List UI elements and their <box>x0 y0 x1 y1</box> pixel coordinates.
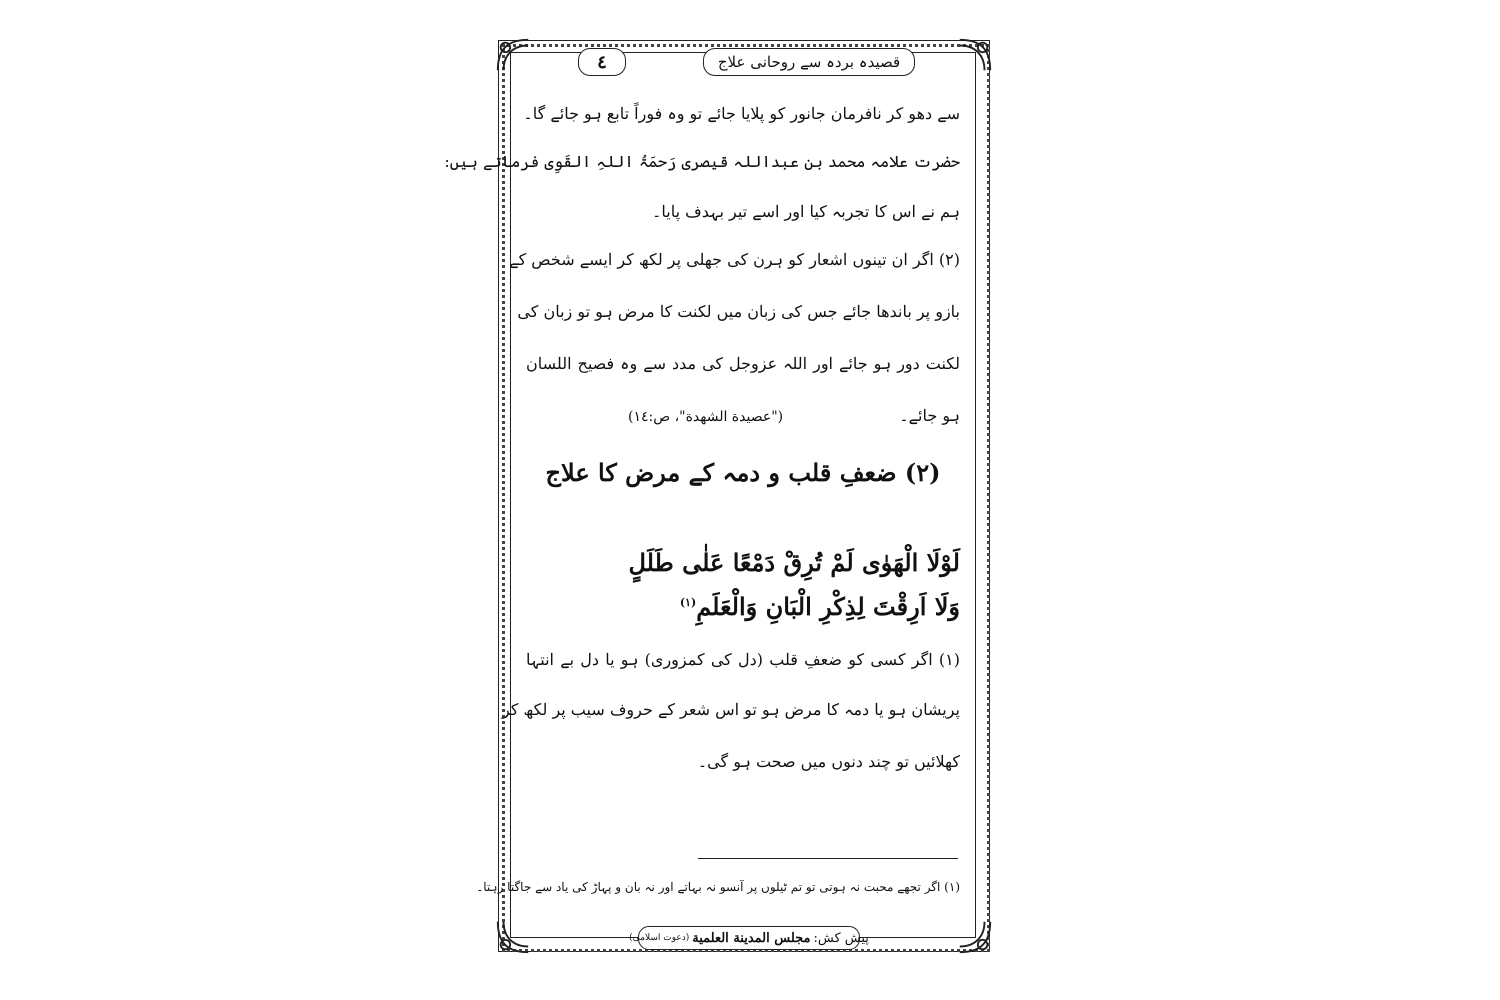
body-line: کھلائیں تو چند دنوں میں صحت ہو گی۔ <box>697 752 960 771</box>
body-line: پریشان ہو یا دمہ کا مرض ہو تو اس شعر کے حروف سیب پر لکھ کر <box>502 700 960 719</box>
document-page <box>444 40 990 952</box>
body-line: ہم نے اس کا تجربہ کیا اور اسے تیر بہدف پایا۔ <box>651 202 960 221</box>
body-line: لکنت دور ہو جائے اور اللہ عزوجل کی مدد سے وہ فصیح اللسان <box>526 354 960 373</box>
corner-ornament-icon <box>956 918 994 956</box>
corner-ornament-icon <box>494 36 532 74</box>
body-line: بازو پر باندھا جائے جس کی زبان میں لکنت کا مرض ہو تو زبان کی <box>517 302 960 321</box>
body-line: سے دھو کر نافرمان جانور کو پلایا جائے تو وہ فوراً تابع ہو جائے گا۔ <box>523 104 960 123</box>
page-border-inner <box>444 52 976 938</box>
footer-org: مجلس المدينة العلمية <box>692 930 811 946</box>
page-number: ٤ <box>578 48 626 76</box>
citation: ("عصيدة الشهدة"، ص:١٤) <box>628 409 784 425</box>
verse-line: لَوْلَا الْهَوٰى لَمْ تُرِقْ دَمْعًا عَلٰى طَلَلٍ <box>628 548 960 577</box>
body-line: (۲) اگر ان تینوں اشعار کو ہرن کی جھلی پر لکھ کر ایسے شخص کے <box>509 250 960 269</box>
footer-suffix: (دعوت اسلامی) <box>629 933 690 943</box>
publisher-footer <box>629 926 869 950</box>
corner-ornament-icon <box>494 918 532 956</box>
body-line: حضرت علامہ محمد بن عبداللہ قیصری رَحمَۃُ اللہِ القَوِی فرماتے ہیں: <box>444 152 960 171</box>
footer-prefix: پیش کش: <box>813 930 869 946</box>
body-line: ہو جائے۔ <box>899 406 960 425</box>
verse-line <box>526 592 960 621</box>
verse-text: وَلَا اَرِقْتَ لِذِكْرِ الْبَانِ وَالْعَلَمِ <box>696 592 960 621</box>
footnote: (۱) اگر تجھے محبت نہ ہوتی تو تم ٹیلوں پر آنسو نہ بہاتے اور نہ بان و پہاڑ کی یاد سے جاگتا رہتا۔ <box>476 880 960 894</box>
corner-ornament-icon <box>956 36 994 74</box>
footnote-marker: (۱) <box>679 596 697 609</box>
running-header-title: قصیدہ بردہ سے روحانی علاج <box>703 48 915 76</box>
section-heading: (۲) ضعفِ قلب و دمہ کے مرض کا علاج <box>545 458 941 487</box>
footnote-divider <box>698 858 958 859</box>
body-line: (۱) اگر کسی کو ضعفِ قلب (دل کی کمزوری) ہو یا دل بے انتہا <box>526 650 961 669</box>
